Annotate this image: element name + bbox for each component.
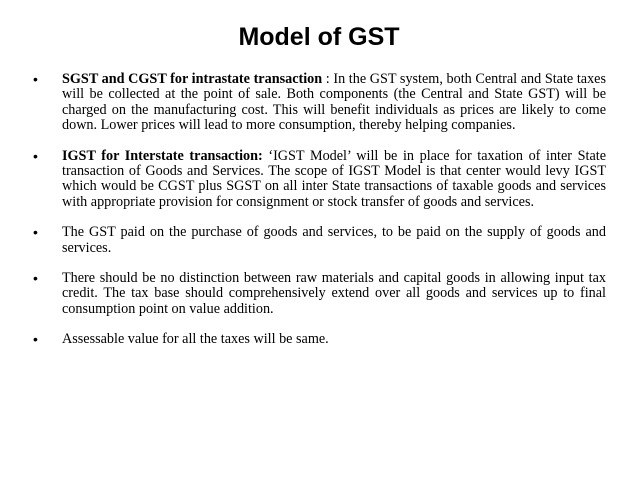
bullet-item-gst-paid	[30, 225, 606, 256]
bullet-marker: •	[33, 331, 38, 348]
bullet-marker: •	[33, 71, 38, 87]
bullet-lead: SGST and CGST for intrastate transaction	[62, 71, 323, 87]
bullet-item-interstate	[30, 149, 606, 211]
bullet-text: The GST paid on the purchase of goods and services, to be paid on the supply of goods and services.	[62, 224, 606, 256]
bullet-text: Assessable value for all the taxes will be same.	[62, 331, 329, 348]
slide-title: Model of GST	[238, 23, 400, 51]
bullet-text: ‘IGST Model’ will be in place for taxation of inter State transaction of Goods and Services. The scope of IGST Model is that center would levy IGST which would be CGST plus SGST on all inter State transactions of taxable goods and services with appropriate provision for consignment or stock transfer of goods and services.	[62, 147, 606, 210]
bullet-marker: •	[33, 147, 38, 164]
bullet-lead: IGST for Interstate transaction:	[62, 147, 263, 164]
bullet-text: : In the GST system, both Central and State taxes will be collected at the point of sale. Both components (the Central and State GST) will be charged on the manufacturing cost. This will benefit individuals as prices are likely to come down. Lower prices will lead to more consumption, thereby helping companies.	[62, 71, 606, 134]
bullet-marker: •	[33, 224, 38, 241]
bullet-item-intrastate	[30, 72, 606, 134]
bullet-item-input-tax-credit	[30, 271, 606, 317]
bullet-text: There should be no distinction between raw materials and capital goods in allowing input tax credit. The tax base should comprehensively extend over all goods and services up to final consumption point on value addition.	[62, 270, 606, 317]
bullet-list	[30, 72, 606, 348]
bullet-marker: •	[33, 270, 38, 287]
bullet-item-assessable-value	[30, 332, 606, 347]
